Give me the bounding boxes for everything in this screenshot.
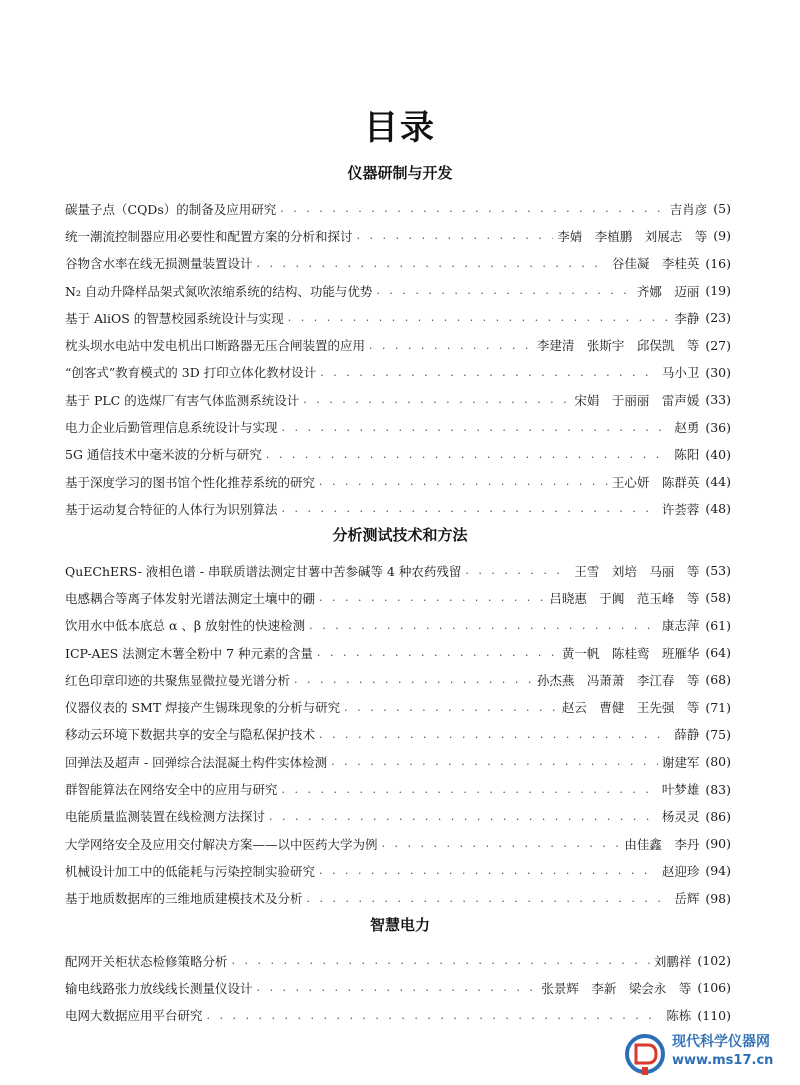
- dot-leader: [331, 755, 658, 768]
- dot-leader: [280, 202, 666, 215]
- entry-page: (75): [705, 726, 731, 742]
- toc-entry[interactable]: [65, 222, 731, 249]
- entry-page: (68): [705, 672, 731, 688]
- section-heading: 智慧电力: [369, 916, 430, 934]
- toc-entry[interactable]: [65, 693, 731, 720]
- dot-leader: [232, 954, 650, 967]
- page-title: 目录: [364, 108, 436, 148]
- section-heading: 仪器研制与开发: [347, 164, 453, 182]
- dot-leader: [344, 701, 558, 714]
- dot-leader: [357, 229, 554, 242]
- entry-page: (86): [705, 808, 731, 824]
- entry-title: “创客式”教育模式的 3D 打印立体化教材设计: [65, 365, 317, 381]
- entry-authors: 岳辉: [674, 891, 700, 907]
- entry-title: 输电线路张力放线线长测量仪设计: [65, 980, 253, 996]
- entry-authors: 宋娟 于丽丽 雷声媛: [574, 392, 700, 408]
- entry-title: 基于 AliOS 的智慧校园系统设计与实现: [65, 310, 284, 326]
- entry-authors: 吕晓惠 于阗 范玉峰 等: [549, 590, 700, 606]
- entry-title: QuEChERS- 液相色谱 - 串联质谱法测定甘薯中苦参碱等 4 种农药残留: [65, 563, 462, 579]
- toc-section-smart-power: [0, 913, 800, 1029]
- dot-leader: [303, 393, 570, 406]
- entry-title: 大学网络安全及应用交付解决方案——以中医药大学为例: [65, 836, 378, 852]
- entry-page: (48): [705, 501, 731, 517]
- toc-entry[interactable]: [65, 885, 731, 912]
- entry-page: (36): [705, 419, 731, 435]
- dot-leader: [307, 892, 671, 905]
- entry-title: 仪器仪表的 SMT 焊接产生锡珠现象的分析与研究: [65, 700, 341, 716]
- entry-title: 基于 PLC 的选煤厂有害气体监测系统设计: [65, 392, 300, 408]
- entry-title: 电力企业后勤管理信息系统设计与实现: [65, 420, 278, 436]
- toc-entries: [0, 557, 800, 912]
- toc-entry[interactable]: [65, 666, 731, 693]
- entry-page: (110): [697, 1007, 731, 1023]
- entry-authors: 薛静: [674, 727, 700, 743]
- watermark[interactable]: [622, 1025, 792, 1077]
- entry-title: 群智能算法在网络安全中的应用与研究: [65, 782, 278, 798]
- dot-leader: [376, 284, 632, 297]
- entry-authors: 黄一帆 陈桂鸾 班雁华: [561, 645, 700, 661]
- toc-entry[interactable]: [65, 584, 731, 611]
- entry-title: ICP-AES 法测定木薯全粉中 7 种元素的含量: [65, 645, 314, 661]
- entry-page: (5): [713, 201, 731, 217]
- entry-title: 枕头坝水电站中发电机出口断路器无压合闸装置的应用: [65, 338, 366, 354]
- toc-entry[interactable]: [65, 386, 731, 413]
- entry-authors: 谷佳凝 李桂英: [611, 256, 700, 272]
- entry-authors: 赵迎珍: [661, 863, 700, 879]
- entry-title: 移动云环境下数据共享的安全与隐私保护技术: [65, 727, 316, 743]
- entry-title: N₂ 自动升降样品架式氮吹浓缩系统的结构、功能与优势: [65, 283, 373, 299]
- toc-entry[interactable]: [65, 557, 731, 584]
- toc-entry[interactable]: [65, 331, 731, 358]
- entry-title: 基于运动复合特征的人体行为识别算法: [65, 501, 278, 517]
- entry-page: (98): [705, 890, 731, 906]
- entry-page: (102): [697, 953, 731, 969]
- toc-entries: [0, 947, 800, 1029]
- dot-leader: [269, 810, 658, 823]
- toc-section-instrument-development: [0, 161, 800, 523]
- entry-authors: 叶梦雄: [661, 782, 700, 798]
- entry-page: (58): [705, 590, 731, 606]
- toc-entry[interactable]: [65, 277, 731, 304]
- entry-title: 电感耦合等离子体发射光谱法测定土壤中的硼: [65, 590, 316, 606]
- entry-authors: 赵勇: [674, 420, 700, 436]
- entry-title: 机械设计加工中的低能耗与污染控制实验研究: [65, 863, 316, 879]
- entry-title: 回弹法及超声 - 回弹综合法混凝土构件实体检测: [65, 754, 328, 770]
- entry-authors: 张景辉 李新 梁会永 等: [541, 980, 692, 996]
- toc-entries: [0, 195, 800, 523]
- entry-authors: 马小卫: [661, 365, 700, 381]
- site-name: 现代科学仪器网: [672, 1034, 770, 1050]
- site-url[interactable]: www.ms17.cn: [672, 1053, 774, 1068]
- entry-authors: 陈阳: [674, 447, 700, 463]
- entry-page: (40): [705, 446, 731, 462]
- entry-page: (9): [713, 228, 731, 244]
- dot-leader: [317, 646, 558, 659]
- entry-page: (53): [705, 563, 731, 579]
- entry-authors: 刘鹏祥: [653, 953, 692, 969]
- entry-authors: 康志萍: [661, 618, 700, 634]
- entry-page: (83): [705, 781, 731, 797]
- entry-page: (23): [705, 310, 731, 326]
- dot-leader: [207, 1009, 663, 1022]
- toc-entry[interactable]: [65, 495, 731, 522]
- entry-authors: 李建清 张斯宇 邱俣凯 等: [536, 338, 700, 354]
- toc-entry[interactable]: [65, 748, 731, 775]
- entry-authors: 杨灵灵: [661, 809, 700, 825]
- entry-page: (94): [705, 863, 731, 879]
- entry-authors: 王雪 刘培 马丽 等: [574, 563, 700, 579]
- entry-authors: 李静: [674, 310, 700, 326]
- entry-page: (30): [705, 364, 731, 380]
- entry-page: (19): [705, 283, 731, 299]
- toc-entry[interactable]: [65, 468, 731, 495]
- toc-entry[interactable]: [65, 947, 731, 974]
- entry-page: (71): [705, 699, 731, 715]
- entry-authors: 孙杰燕 冯萧萧 李江春 等: [536, 672, 700, 688]
- entry-authors: 由佳鑫 李丹: [624, 836, 700, 852]
- dot-leader: [319, 475, 608, 488]
- toc-section-analysis-methods: [0, 523, 800, 912]
- entry-title: 基于地质数据库的三维地质建模技术及分析: [65, 891, 303, 907]
- toc-entry[interactable]: [65, 612, 731, 639]
- entry-authors: 谢建军: [661, 754, 700, 770]
- dot-leader: [369, 339, 533, 352]
- entry-authors: 许荟蓉: [661, 501, 700, 517]
- toc-entry[interactable]: [65, 775, 731, 802]
- toc-entry[interactable]: [65, 721, 731, 748]
- entry-title: 基于深度学习的图书馆个性化推荐系统的研究: [65, 474, 316, 490]
- entry-title: 电网大数据应用平台研究: [65, 1008, 203, 1024]
- entry-page: (16): [705, 255, 731, 271]
- toc-entry[interactable]: [65, 250, 731, 277]
- entry-title: 谷物含水率在线无损测量装置设计: [65, 256, 253, 272]
- dot-leader: [257, 257, 608, 270]
- section-heading: 分析测试技术和方法: [332, 526, 468, 544]
- entry-authors: 陈栋: [666, 1008, 692, 1024]
- dot-leader: [320, 366, 658, 379]
- entry-title: 碳量子点（CQDs）的制备及应用研究: [65, 201, 277, 217]
- toc-entry[interactable]: [65, 639, 731, 666]
- toc-entry[interactable]: [65, 304, 731, 331]
- dot-leader: [465, 564, 570, 577]
- dot-leader: [288, 311, 671, 324]
- entry-title: 统一潮流控制器应用必要性和配置方案的分析和探讨: [65, 228, 353, 244]
- dot-leader: [319, 728, 670, 741]
- dot-leader: [282, 783, 658, 796]
- dot-leader: [294, 673, 533, 686]
- entry-authors: 吉肖彦: [669, 201, 708, 217]
- entry-authors: 齐娜 迈丽: [636, 283, 700, 299]
- entry-page: (61): [705, 617, 731, 633]
- entry-title: 电能质量监测装置在线检测方法探讨: [65, 809, 266, 825]
- toc-entry[interactable]: [65, 857, 731, 884]
- entry-title: 饮用水中低本底总 α 、β 放射性的快速检测: [65, 618, 306, 634]
- entry-page: (27): [705, 337, 731, 353]
- dot-leader: [319, 864, 658, 877]
- toc-entry[interactable]: [65, 441, 731, 468]
- toc-entry[interactable]: [65, 830, 731, 857]
- dot-leader: [282, 421, 671, 434]
- entry-page: (64): [705, 645, 731, 661]
- toc-entry[interactable]: [65, 195, 731, 222]
- entry-page: (80): [705, 754, 731, 770]
- toc-entry[interactable]: [65, 803, 731, 830]
- dot-leader: [257, 981, 538, 994]
- dot-leader: [309, 619, 658, 632]
- toc-entry[interactable]: [65, 359, 731, 386]
- toc-entry[interactable]: [65, 413, 731, 440]
- entry-title: 配网开关柜状态检修策略分析: [65, 953, 228, 969]
- dot-leader: [319, 591, 545, 604]
- entry-authors: 李婧 李植鹏 刘展志 等: [557, 228, 708, 244]
- site-logo-icon: [622, 1031, 668, 1077]
- entry-authors: 王心妍 陈群英: [611, 474, 700, 490]
- dot-leader: [382, 837, 621, 850]
- dot-leader: [266, 448, 670, 461]
- entry-authors: 赵云 曹健 王先强 等: [561, 700, 700, 716]
- entry-page: (33): [705, 392, 731, 408]
- entry-page: (44): [705, 474, 731, 490]
- entry-title: 5G 通信技术中毫米波的分析与研究: [65, 447, 262, 463]
- toc-entry[interactable]: [65, 974, 731, 1001]
- dot-leader: [282, 502, 658, 515]
- entry-page: (90): [705, 836, 731, 852]
- entry-title: 红色印章印迹的共聚焦显微拉曼光谱分析: [65, 672, 291, 688]
- entry-page: (106): [697, 980, 731, 996]
